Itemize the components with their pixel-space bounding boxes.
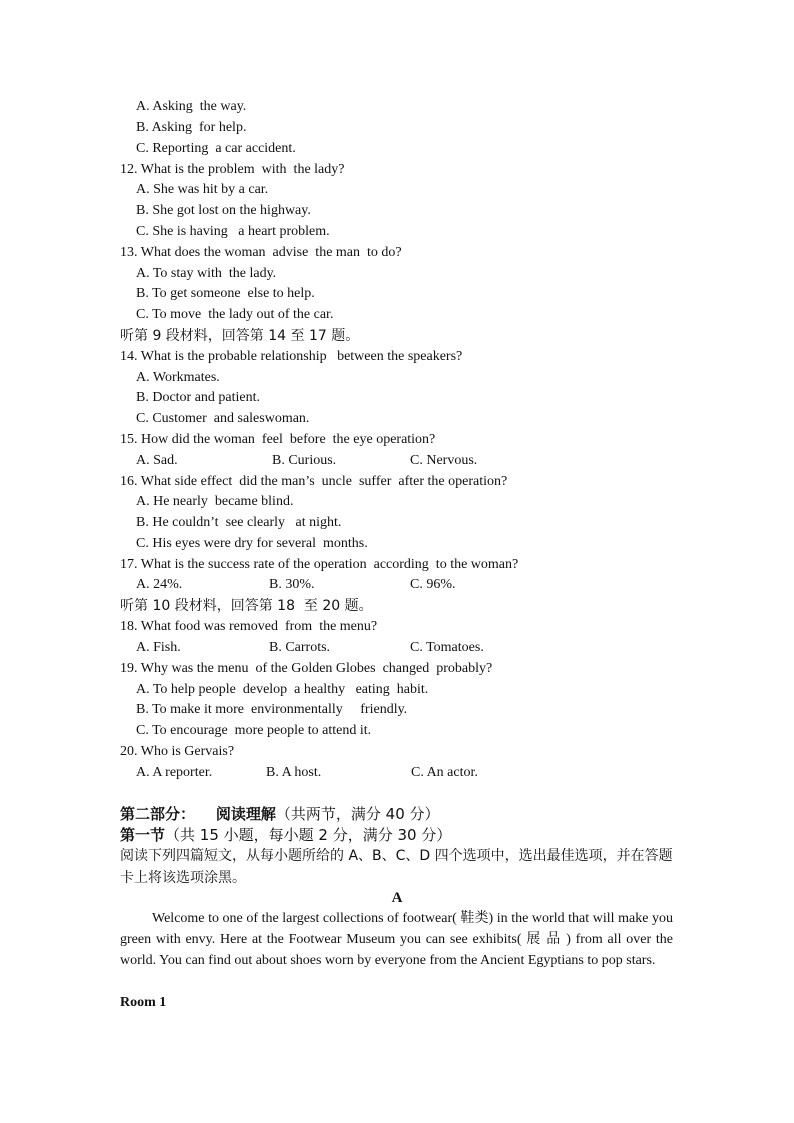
q14-option-b: B. Doctor and patient. bbox=[136, 390, 261, 405]
q14-question: 14. What is the probable relationship between the speakers? bbox=[120, 349, 463, 364]
q19-question: 19. Why was the menu of the Golden Globes changed probably? bbox=[120, 661, 493, 676]
q19-option-b: B. To make it more environmentally friendly. bbox=[136, 702, 408, 717]
q19-option-c: C. To encourage more people to attend it. bbox=[136, 723, 372, 738]
q15-option-b: B. Curious. bbox=[272, 453, 337, 468]
q15-options-row bbox=[0, 452, 794, 542]
q13-option-b: B. To get someone else to help. bbox=[136, 286, 315, 301]
q17-option-c: C. 96%. bbox=[410, 577, 456, 592]
passage-paragraph: Welcome to one of the largest collections of footwear( 鞋类) in the world that will make you green with envy. Here at the Footwear Museum you can see exhibits( 展 品 ) from all over the world. You can find out about shoes worn by everyone from the Ancient Egyptians to pop stars. bbox=[120, 911, 673, 968]
q17-option-b: B. 30%. bbox=[269, 577, 315, 592]
section-1-heading-bold: 第一节 bbox=[120, 826, 166, 844]
passage-label: A bbox=[391, 890, 403, 906]
q20-question: 20. Who is Gervais? bbox=[120, 744, 235, 759]
q11-option-a: A. Asking the way. bbox=[136, 99, 247, 114]
q17-question: 17. What is the success rate of the operation according to the woman? bbox=[120, 557, 519, 572]
q14-option-a: A. Workmates. bbox=[136, 370, 220, 385]
q11-option-c: C. Reporting a car accident. bbox=[136, 141, 296, 156]
reading-instructions: 阅读下列四篇短文，从每小题所给的 A、B、C、D 四个选项中，选出最佳选项，并在答题卡上将该选项涂黑。 bbox=[120, 848, 673, 886]
q18-option-a: A. Fish. bbox=[136, 640, 181, 655]
q13-question: 13. What does the woman advise the man to do? bbox=[120, 245, 402, 260]
q16-option-c: C. His eyes were dry for several months. bbox=[136, 536, 368, 551]
q15-option-a: A. Sad. bbox=[136, 453, 178, 468]
q12-option-b: B. She got lost on the highway. bbox=[136, 203, 311, 218]
q19-option-a: A. To help people develop a healthy eating habit. bbox=[136, 682, 429, 697]
q13-option-a: A. To stay with the lady. bbox=[136, 266, 277, 281]
q20-option-a: A. A reporter. bbox=[136, 765, 213, 780]
q20-option-b: B. A host. bbox=[266, 765, 322, 780]
q12-question: 12. What is the problem with the lady? bbox=[120, 162, 345, 177]
part-2-heading-rest: （共两节，满分 40 分） bbox=[275, 805, 440, 823]
q11-option-b: B. Asking for help. bbox=[136, 120, 247, 135]
room-1-heading: Room 1 bbox=[120, 995, 167, 1010]
q16-question: 16. What side effect did the man’s uncle suffer after the operation? bbox=[120, 474, 508, 489]
section-1-heading bbox=[120, 825, 451, 845]
q16-option-a: A. He nearly became blind. bbox=[136, 494, 294, 509]
q15-option-c: C. Nervous. bbox=[410, 453, 478, 468]
q16-option-b: B. He couldn’t see clearly at night. bbox=[136, 515, 342, 530]
q18-question: 18. What food was removed from the menu? bbox=[120, 619, 378, 634]
q18-option-c: C. Tomatoes. bbox=[410, 640, 484, 655]
part-2-heading bbox=[120, 804, 440, 824]
part-2-heading-bold: 第二部分： 阅读理解 bbox=[120, 805, 276, 823]
section-9-heading: 听第 9 段材料，回答第 14 至 17 题。 bbox=[120, 328, 360, 344]
q12-option-c: C. She is having a heart problem. bbox=[136, 224, 330, 239]
q13-option-c: C. To move the lady out of the car. bbox=[136, 307, 334, 322]
q14-option-c: C. Customer and saleswoman. bbox=[136, 411, 310, 426]
q18-option-b: B. Carrots. bbox=[269, 640, 331, 655]
q15-question: 15. How did the woman feel before the eye operation? bbox=[120, 432, 436, 447]
section-10-heading: 听第 10 段材料，回答第 18 至 20 题。 bbox=[120, 598, 373, 614]
q20-option-c: C. An actor. bbox=[411, 765, 478, 780]
q12-option-a: A. She was hit by a car. bbox=[136, 182, 269, 197]
q17-option-a: A. 24%. bbox=[136, 577, 183, 592]
section-1-heading-rest: （共 15 小题，每小题 2 分，满分 30 分） bbox=[165, 826, 452, 844]
